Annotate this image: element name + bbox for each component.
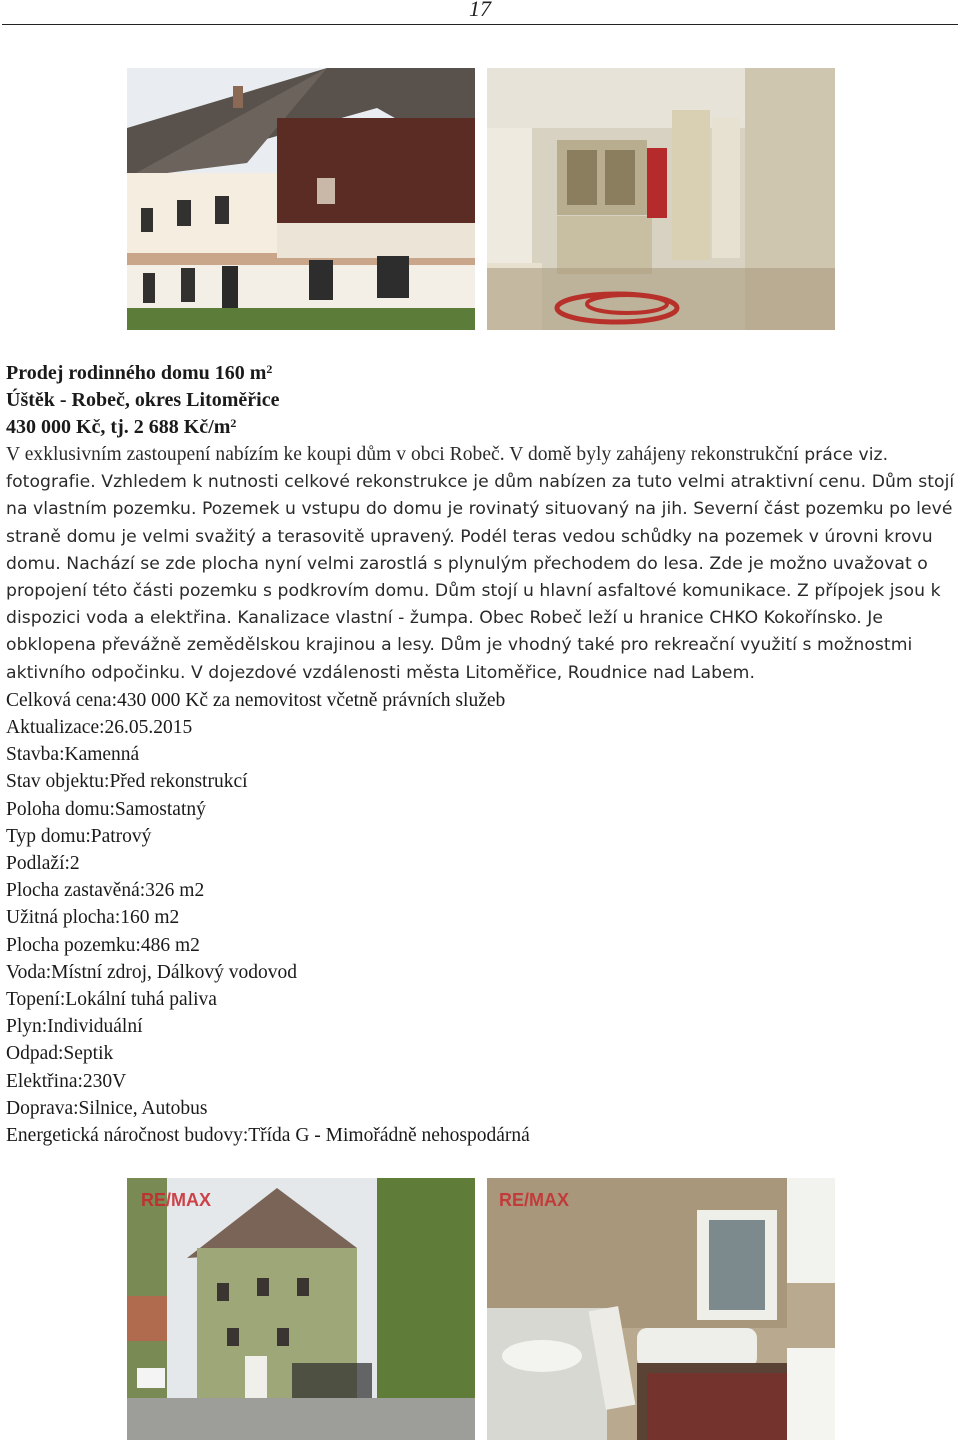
photo-house-overgrown: [127, 1178, 475, 1440]
param-condition: Stav objektu:Před rekonstrukcí: [6, 771, 248, 793]
remax-watermark-2: RE/MAX: [499, 1190, 570, 1210]
listing-price-text: 430 000 Kč, tj. 2 688 Kč/m: [6, 416, 231, 438]
param-gas: Plyn:Individuální: [6, 1016, 143, 1038]
listing-price: [6, 414, 956, 441]
param-waste: Odpad:Septik: [6, 1043, 114, 1065]
description-body: práce viz. fotografie. Vzhledem k nutnosti celkové rekonstrukce je dům nabízen za tuto velmi atraktivní cenu. Dům stojí na vlastním pozemku. Pozemek u vstupu do domu je rovinatý situovaný na jih. Severní část pozemku po levé straně domu je velmi svažitý a terasovitě upravený. Podél teras vedou schůdky na pozemek v úrovni krovu domu. Nachází se zde plocha nyní velmi zarostlá s plynulým přechodem do lesa. Zde je možno uvažovat o propojení této části pozemku s podkrovím domu. Dům stojí u hlavní asfaltové komunikace. Z přípojek jsou k dispozici voda a elektřina. Kanalizace vlastní - žumpa. Obec Robeč leží u hranice CHKO Kokořínsko. Je obklopena převážně zemědělskou krajinou a lesy. Dům je vhodný také pro rekreační využití s možnostmi aktivního odpočinku. V dojezdové vzdálenosti města Litoměřice, Roudnice nad Labem.: [6, 445, 955, 683]
listing-title: [6, 360, 956, 387]
param-land-area: Plocha pozemku:486 m2: [6, 934, 200, 956]
param-energy-rating: Energetická náročnost budovy:Třída G - Mimořádně nehospodárná: [6, 1125, 530, 1147]
param-water: Voda:Místní zdroj, Dálkový vodovod: [6, 961, 298, 983]
param-house-position: Poloha domu:Samostatný: [6, 798, 206, 820]
price-superscript: 2: [230, 416, 237, 430]
param-total-price: Celková cena:430 000 Kč za nemovitost včetně právních služeb: [6, 689, 506, 711]
param-house-type: Typ domu:Patrový: [6, 825, 152, 847]
param-construction: Stavba:Kamenná: [6, 744, 140, 766]
param-transport: Doprava:Silnice, Autobus: [6, 1097, 208, 1119]
param-floors: Podlaží:2: [6, 853, 80, 875]
param-built-area: Plocha zastavěná:326 m2: [6, 880, 205, 902]
remax-watermark-1: RE/MAX: [141, 1190, 212, 1210]
listing-title-text: Prodej rodinného domu 160 m: [6, 362, 267, 384]
photo-interior-bathroom: [487, 1178, 835, 1440]
param-electricity: Elektřina:230V: [6, 1070, 127, 1092]
page-number: 17: [469, 0, 491, 21]
description-lead: V exklusivním zastoupení nabízím ke koupi dům v obci Robeč. V domě byly zahájeny rekonstrukční: [6, 444, 799, 465]
photo-interior-kitchen: [487, 68, 835, 330]
listing-text: [6, 360, 956, 1149]
title-superscript: 2: [266, 362, 273, 376]
param-usable-area: Užitná plocha:160 m2: [6, 907, 180, 929]
param-heating: Topení:Lokální tuhá paliva: [6, 989, 217, 1011]
listing-location: Úštěk - Robeč, okres Litoměřice: [6, 389, 280, 411]
header-rule: [2, 24, 958, 25]
listing-description: [6, 441, 956, 687]
listing-parameters: [6, 687, 956, 1149]
photo-house-exterior: [127, 68, 475, 330]
param-updated: Aktualizace:26.05.2015: [6, 717, 193, 739]
